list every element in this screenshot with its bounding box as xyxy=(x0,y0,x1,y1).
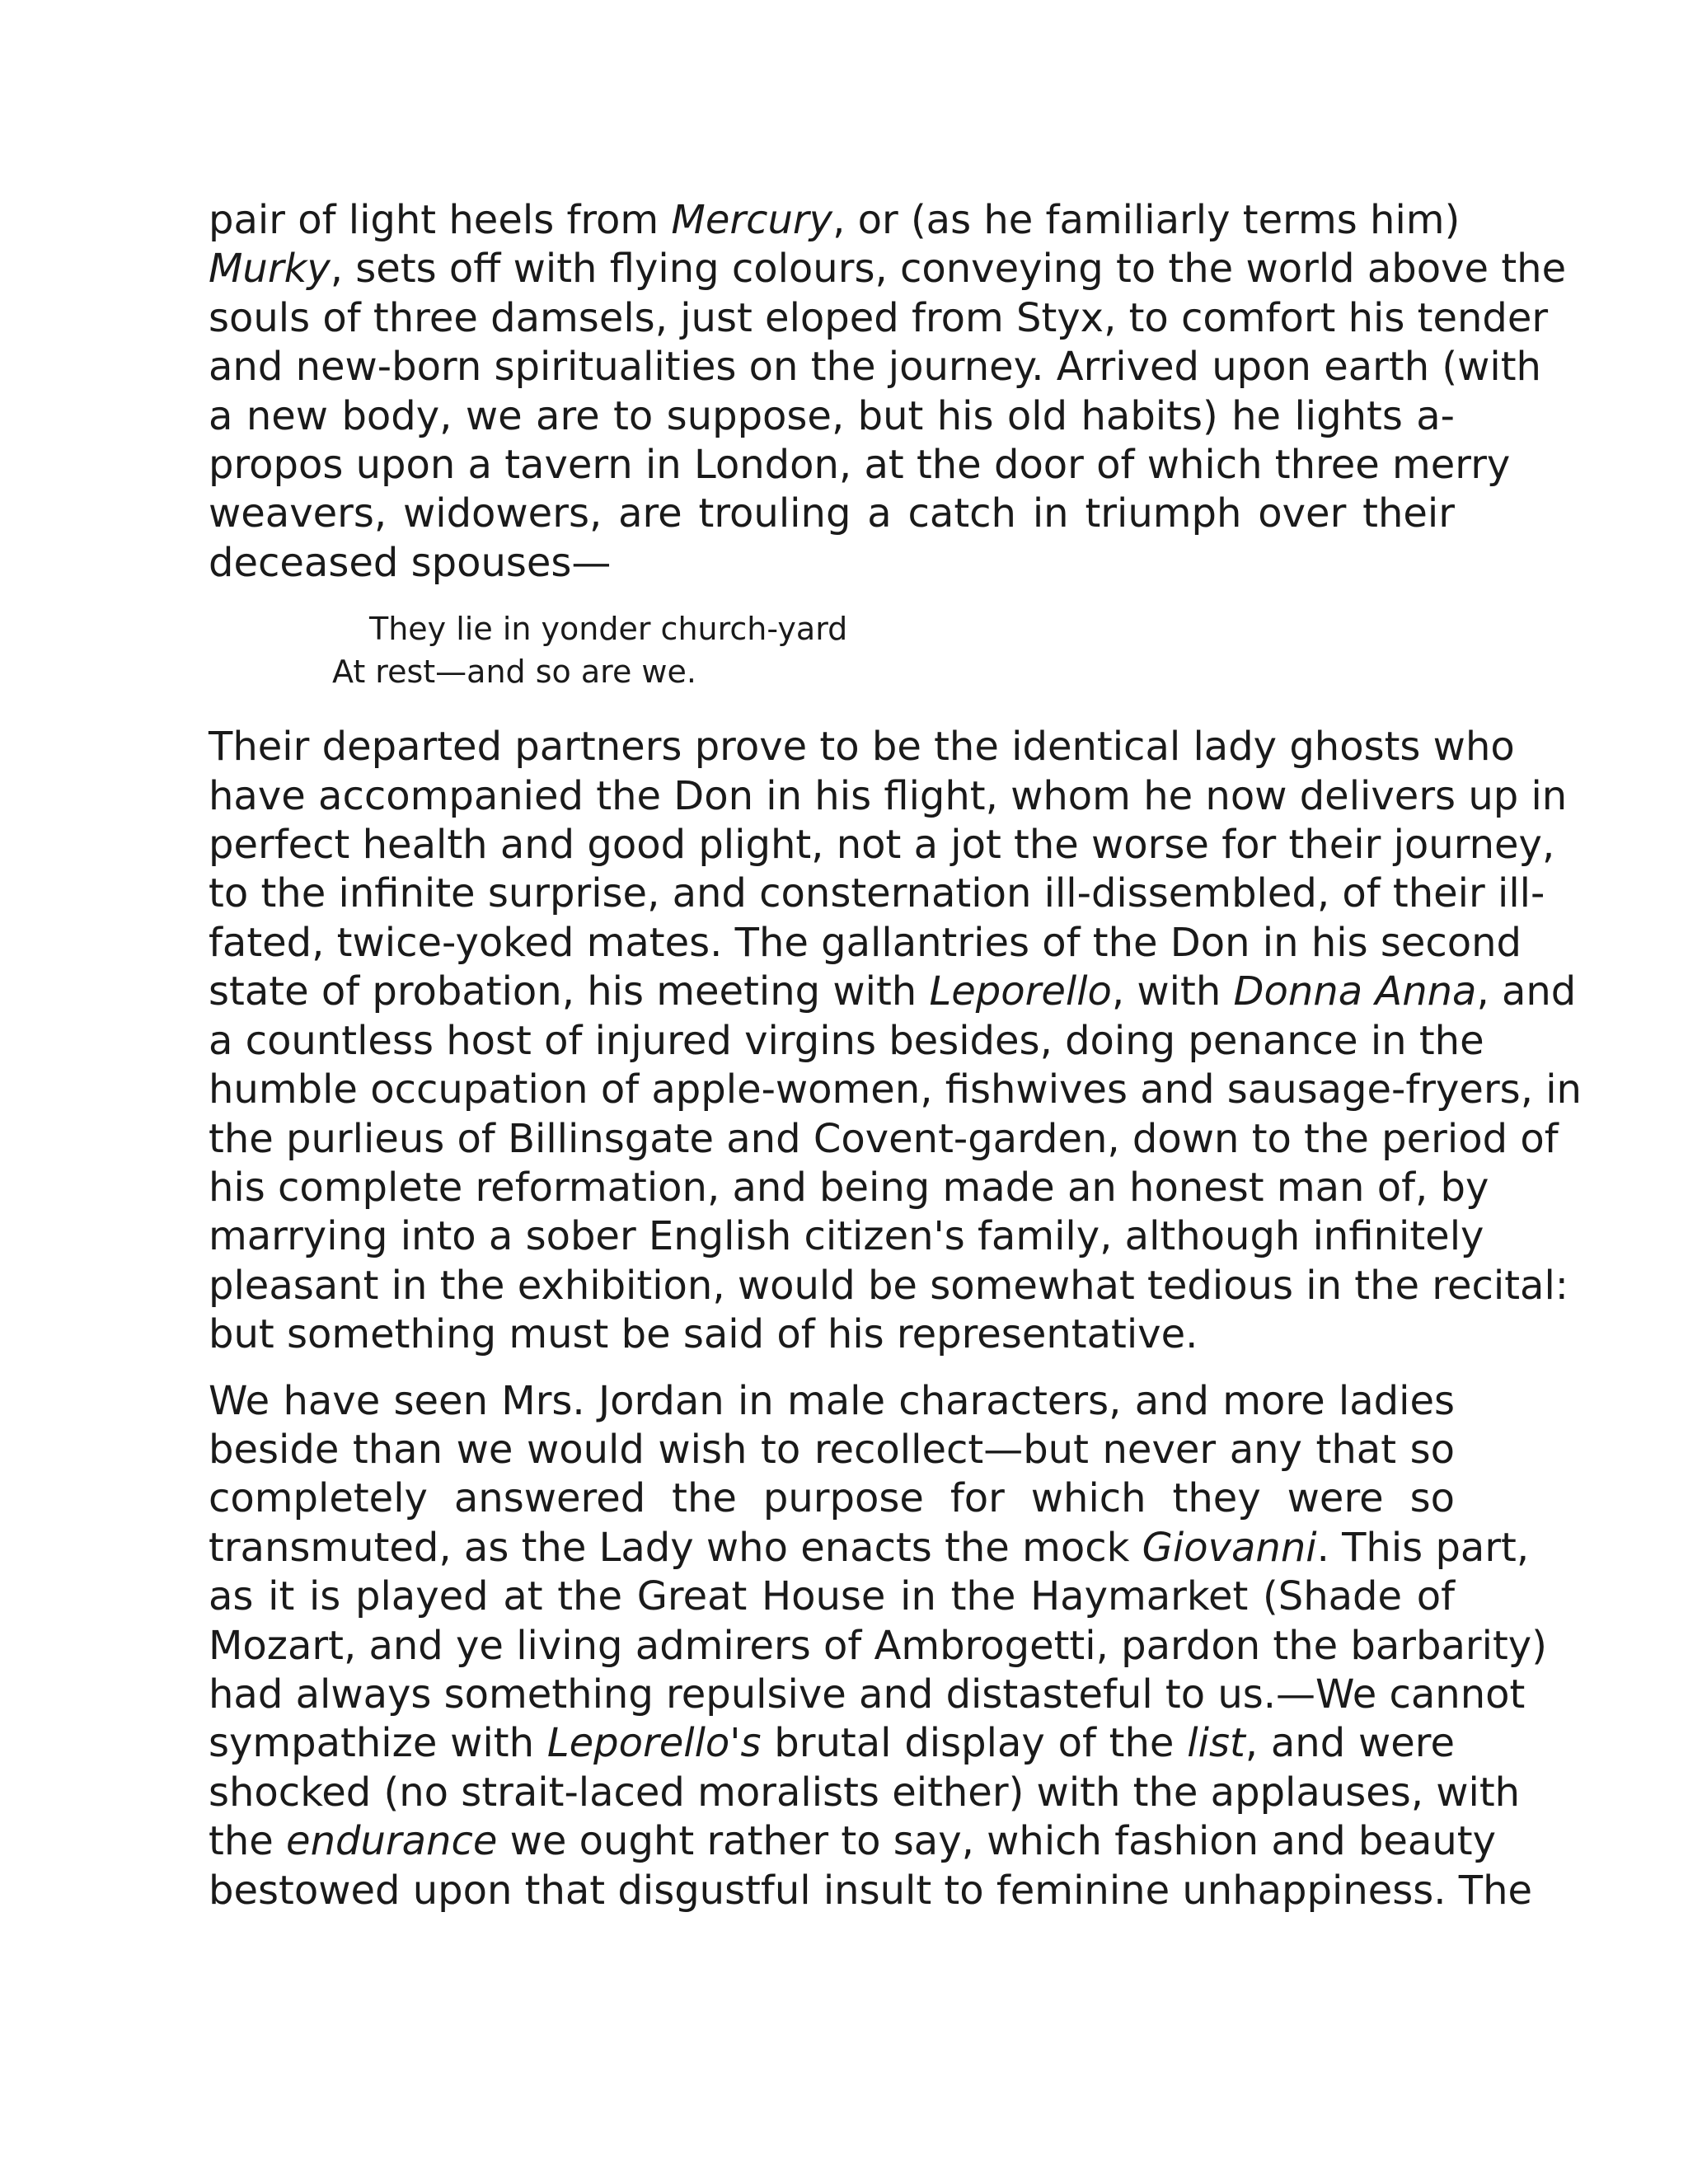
paragraph-3 xyxy=(209,1377,1547,1915)
text-line: shocked (no strait-laced moralists either) with the applauses, with xyxy=(209,1769,1521,1816)
page-body xyxy=(209,196,1582,1915)
text-line: We have seen Mrs. Jordan in male characters, and more ladies xyxy=(209,1377,1455,1424)
text-line: a new body, we are to suppose, but his old habits) he lights a- xyxy=(209,392,1455,439)
verse-quote xyxy=(209,607,1455,693)
text-line: pair of light heels from Mercury, or (as he familiarly terms him) xyxy=(209,197,1461,243)
verse-line: They lie in yonder church-yard xyxy=(369,611,848,648)
text-line: a countless host of injured virgins besides, doing penance in the xyxy=(209,1017,1484,1064)
text-line: the endurance we ought rather to say, which fashion and beauty xyxy=(209,1818,1496,1865)
paragraph-1 xyxy=(209,196,1567,588)
text-line: souls of three damsels, just eloped from Styx, to comfort his tender xyxy=(209,294,1549,341)
paragraph-2 xyxy=(209,723,1582,1359)
text-line: the purlieus of Billinsgate and Covent-garden, down to the period of xyxy=(209,1115,1559,1162)
text-line: but something must be said of his representative. xyxy=(209,1311,1198,1358)
text-line: state of probation, his meeting with Leporello, with Donna Anna, and xyxy=(209,968,1577,1015)
verse-line: At rest—and so are we. xyxy=(332,654,696,691)
text-line: marrying into a sober English citizen's family, although infinitely xyxy=(209,1213,1484,1260)
text-line: Mozart, and ye living admirers of Ambrogetti, pardon the barbarity) xyxy=(209,1622,1547,1669)
text-line: weavers, widowers, are trouling a catch in triumph over their xyxy=(209,490,1455,537)
text-line: propos upon a tavern in London, at the door of which three merry xyxy=(209,442,1511,489)
text-line: sympathize with Leporello's brutal display of the list, and were xyxy=(209,1720,1456,1767)
text-line: and new-born spiritualities on the journey. Arrived upon earth (with xyxy=(209,344,1541,391)
text-line: deceased spouses— xyxy=(209,539,612,586)
text-line: Their departed partners prove to be the identical lady ghosts who xyxy=(209,724,1515,771)
text-line: transmuted, as the Lady who enacts the mock Giovanni. This part, xyxy=(209,1524,1530,1571)
text-line: pleasant in the exhibition, would be somewhat tedious in the recital: xyxy=(209,1262,1568,1309)
text-line: perfect health and good plight, not a jot the worse for their journey, xyxy=(209,822,1555,869)
text-line: as it is played at the Great House in the Haymarket (Shade of xyxy=(209,1573,1455,1620)
text-line: his complete reformation, and being made an honest man of, by xyxy=(209,1164,1489,1211)
text-line: Murky, sets off with flying colours, conveying to the world above the xyxy=(209,246,1567,293)
text-line: bestowed upon that disgustful insult to feminine unhappiness. The xyxy=(209,1867,1533,1914)
text-line: fated, twice-yoked mates. The gallantries of the Don in his second xyxy=(209,919,1522,966)
text-line: had always something repulsive and distasteful to us.—We cannot xyxy=(209,1671,1526,1718)
text-line: completely answered the purpose for which they were so xyxy=(209,1475,1455,1522)
text-line: beside than we would wish to recollect—but never any that so xyxy=(209,1426,1455,1473)
text-line: to the infinite surprise, and consternation ill-dissembled, of their ill- xyxy=(209,870,1545,917)
text-line: humble occupation of apple-women, fishwives and sausage-fryers, in xyxy=(209,1066,1582,1113)
text-line: have accompanied the Don in his flight, whom he now delivers up in xyxy=(209,772,1568,819)
